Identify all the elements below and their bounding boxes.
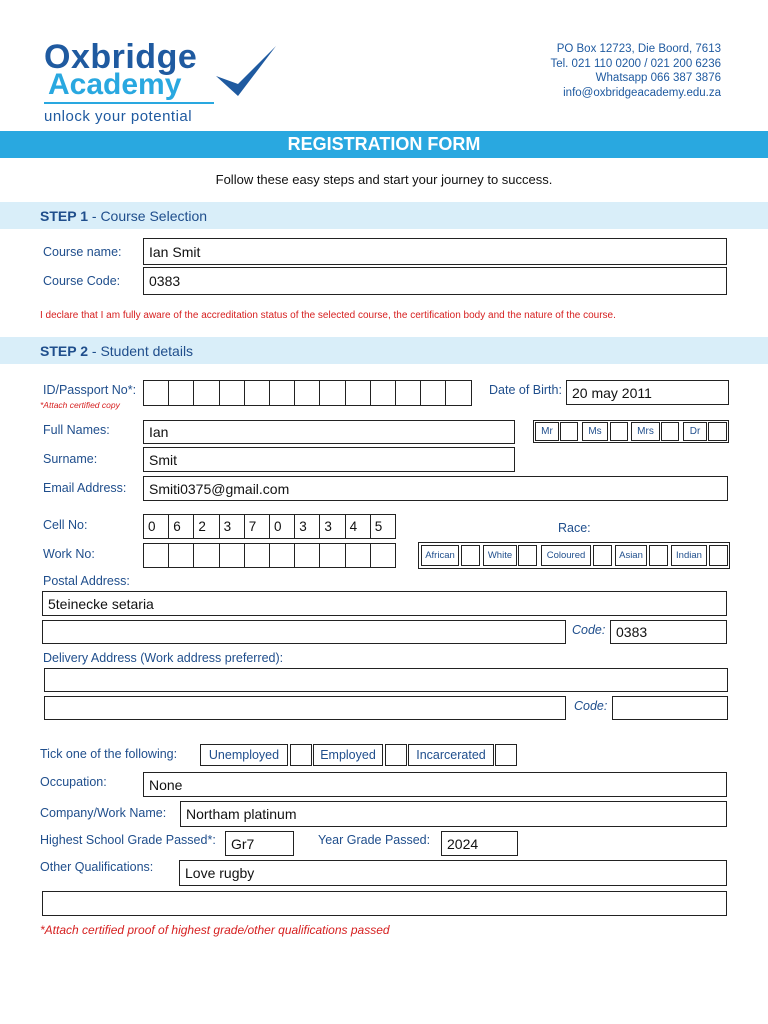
step2-number: STEP 2 [40,343,88,359]
delivery-line2-field[interactable] [44,696,566,720]
cell-digit-cell[interactable]: 0 [143,514,169,539]
delivery-line1-field[interactable] [44,668,728,692]
cell-digit-cell[interactable]: 4 [345,514,371,539]
step1-number: STEP 1 [40,208,88,224]
id-label: ID/Passport No*: [43,383,137,397]
postal-line2-field[interactable] [42,620,566,644]
postal-line1-field[interactable]: 5teinecke setaria [42,591,727,616]
tick-label: Tick one of the following: [40,747,178,761]
race-white: White [483,545,517,566]
race-white-checkbox[interactable] [518,545,537,566]
race-coloured: Coloured [541,545,591,566]
title-ms: Ms [582,422,608,441]
step1-title: - Course Selection [88,208,208,224]
work-digit-cell[interactable] [345,543,371,568]
occupation-field[interactable]: None [143,772,727,797]
work-digit-cell[interactable] [294,543,320,568]
title-dr-checkbox[interactable] [708,422,727,441]
title-dr: Dr [683,422,707,441]
contact-whatsapp: Whatsapp 066 387 3876 [595,72,721,84]
course-name-field[interactable]: Ian Smit [143,238,727,265]
surname-label: Surname: [43,452,98,466]
employment-employed-checkbox[interactable] [385,744,407,766]
id-digit-cell[interactable] [445,380,471,406]
employment-incarcerated-checkbox[interactable] [495,744,517,766]
logo-line2: Academy [48,68,182,101]
course-code-field[interactable]: 0383 [143,267,727,295]
race-indian: Indian [671,545,707,566]
race-label: Race: [558,521,591,535]
cell-digit-cell[interactable]: 0 [269,514,295,539]
id-digit-cell[interactable] [244,380,270,406]
race-indian-checkbox[interactable] [709,545,728,566]
id-digit-cell[interactable] [143,380,169,406]
race-asian-checkbox[interactable] [649,545,668,566]
employment-employed: Employed [313,744,383,766]
other-label: Other Qualifications: [40,860,154,874]
cell-digit-cell[interactable]: 3 [294,514,320,539]
dob-label: Date of Birth: [489,383,562,397]
course-name-label: Course name: [43,245,122,259]
id-digit-cell[interactable] [168,380,194,406]
race-coloured-checkbox[interactable] [593,545,612,566]
cell-digit-cell[interactable]: 7 [244,514,270,539]
step2-heading [0,337,768,364]
id-digit-cell[interactable] [269,380,295,406]
full-names-label: Full Names: [43,423,110,437]
work-digit-cell[interactable] [193,543,219,568]
title-mrs-checkbox[interactable] [661,422,679,441]
race-african-checkbox[interactable] [461,545,480,566]
contact-address: PO Box 12723, Die Boord, 7613 [556,43,721,55]
title-bar [0,131,768,158]
footnote: *Attach certified proof of highest grade/other qualifications passed [40,923,390,937]
contact-tel: Tel. 021 110 0200 / 021 200 6236 [550,57,721,70]
id-digit-cell[interactable] [395,380,421,406]
id-digit-cell[interactable] [219,380,245,406]
id-digit-cell[interactable] [193,380,219,406]
id-digit-cell[interactable] [370,380,396,406]
postal-code-field[interactable]: 0383 [610,620,727,644]
cell-digit-cell[interactable]: 5 [370,514,396,539]
delivery-code-field[interactable] [612,696,728,720]
logo [44,38,284,130]
email-field[interactable]: Smiti0375@gmail.com [143,476,728,501]
delivery-label: Delivery Address (Work address preferred): [43,651,284,665]
employment-incarcerated: Incarcerated [408,744,494,766]
employment-unemployed-checkbox[interactable] [290,744,312,766]
page-title: REGISTRATION FORM [287,134,481,154]
cell-label: Cell No: [43,518,88,532]
postal-code-label: Code: [572,623,606,637]
course-code-label: Course Code: [43,274,121,288]
work-digit-cell[interactable] [370,543,396,568]
full-names-field[interactable]: Ian [143,420,515,444]
other-field-line2[interactable] [42,891,727,916]
id-digit-cell[interactable] [420,380,446,406]
cell-digit-cell[interactable]: 6 [168,514,194,539]
intro-text: Follow these easy steps and start your journey to success. [215,172,553,187]
title-mr: Mr [535,422,559,441]
work-digit-cell[interactable] [219,543,245,568]
step2-title: - Student details [88,343,194,359]
id-note: *Attach certified copy [40,400,120,410]
contact-block [550,42,721,100]
work-digit-cell[interactable] [269,543,295,568]
work-digit-cell[interactable] [244,543,270,568]
delivery-code-label: Code: [574,699,608,713]
grade-field[interactable]: Gr7 [225,831,294,856]
email-label: Email Address: [43,481,127,495]
title-mrs: Mrs [631,422,660,441]
work-digit-cell[interactable] [319,543,345,568]
company-label: Company/Work Name: [40,806,167,820]
id-digit-cell[interactable] [294,380,320,406]
checkmark-icon [212,42,280,100]
dob-field[interactable]: 20 may 2011 [566,380,729,405]
cell-digit-cell[interactable]: 2 [193,514,219,539]
id-digit-cell[interactable] [319,380,345,406]
title-ms-checkbox[interactable] [610,422,628,441]
work-digit-cell[interactable] [168,543,194,568]
postal-label: Postal Address: [43,574,130,588]
cell-digit-cell[interactable]: 3 [319,514,345,539]
occupation-label: Occupation: [40,775,107,789]
declaration-text: I declare that I am fully aware of the accreditation status of the selected course, the certification body and the nature of the course. [40,310,616,321]
step1-heading [0,202,768,229]
work-digit-cell[interactable] [143,543,169,568]
cell-digit-cell[interactable]: 3 [219,514,245,539]
title-mr-checkbox[interactable] [560,422,578,441]
race-asian: Asian [615,545,647,566]
year-field[interactable]: 2024 [441,831,518,856]
employment-unemployed: Unemployed [200,744,288,766]
id-digit-cell[interactable] [345,380,371,406]
race-african: African [421,545,459,566]
year-label: Year Grade Passed: [318,833,431,847]
work-label: Work No: [43,547,95,561]
other-field-line1[interactable]: Love rugby [179,860,727,886]
tagline: unlock your potential [44,108,193,125]
contact-email[interactable]: info@oxbridgeacademy.edu.za [563,86,721,99]
surname-field[interactable]: Smit [143,447,515,472]
logo-line1: Oxbridge [44,38,198,76]
company-field[interactable]: Northam platinum [180,801,727,827]
grade-label: Highest School Grade Passed*: [40,833,216,847]
